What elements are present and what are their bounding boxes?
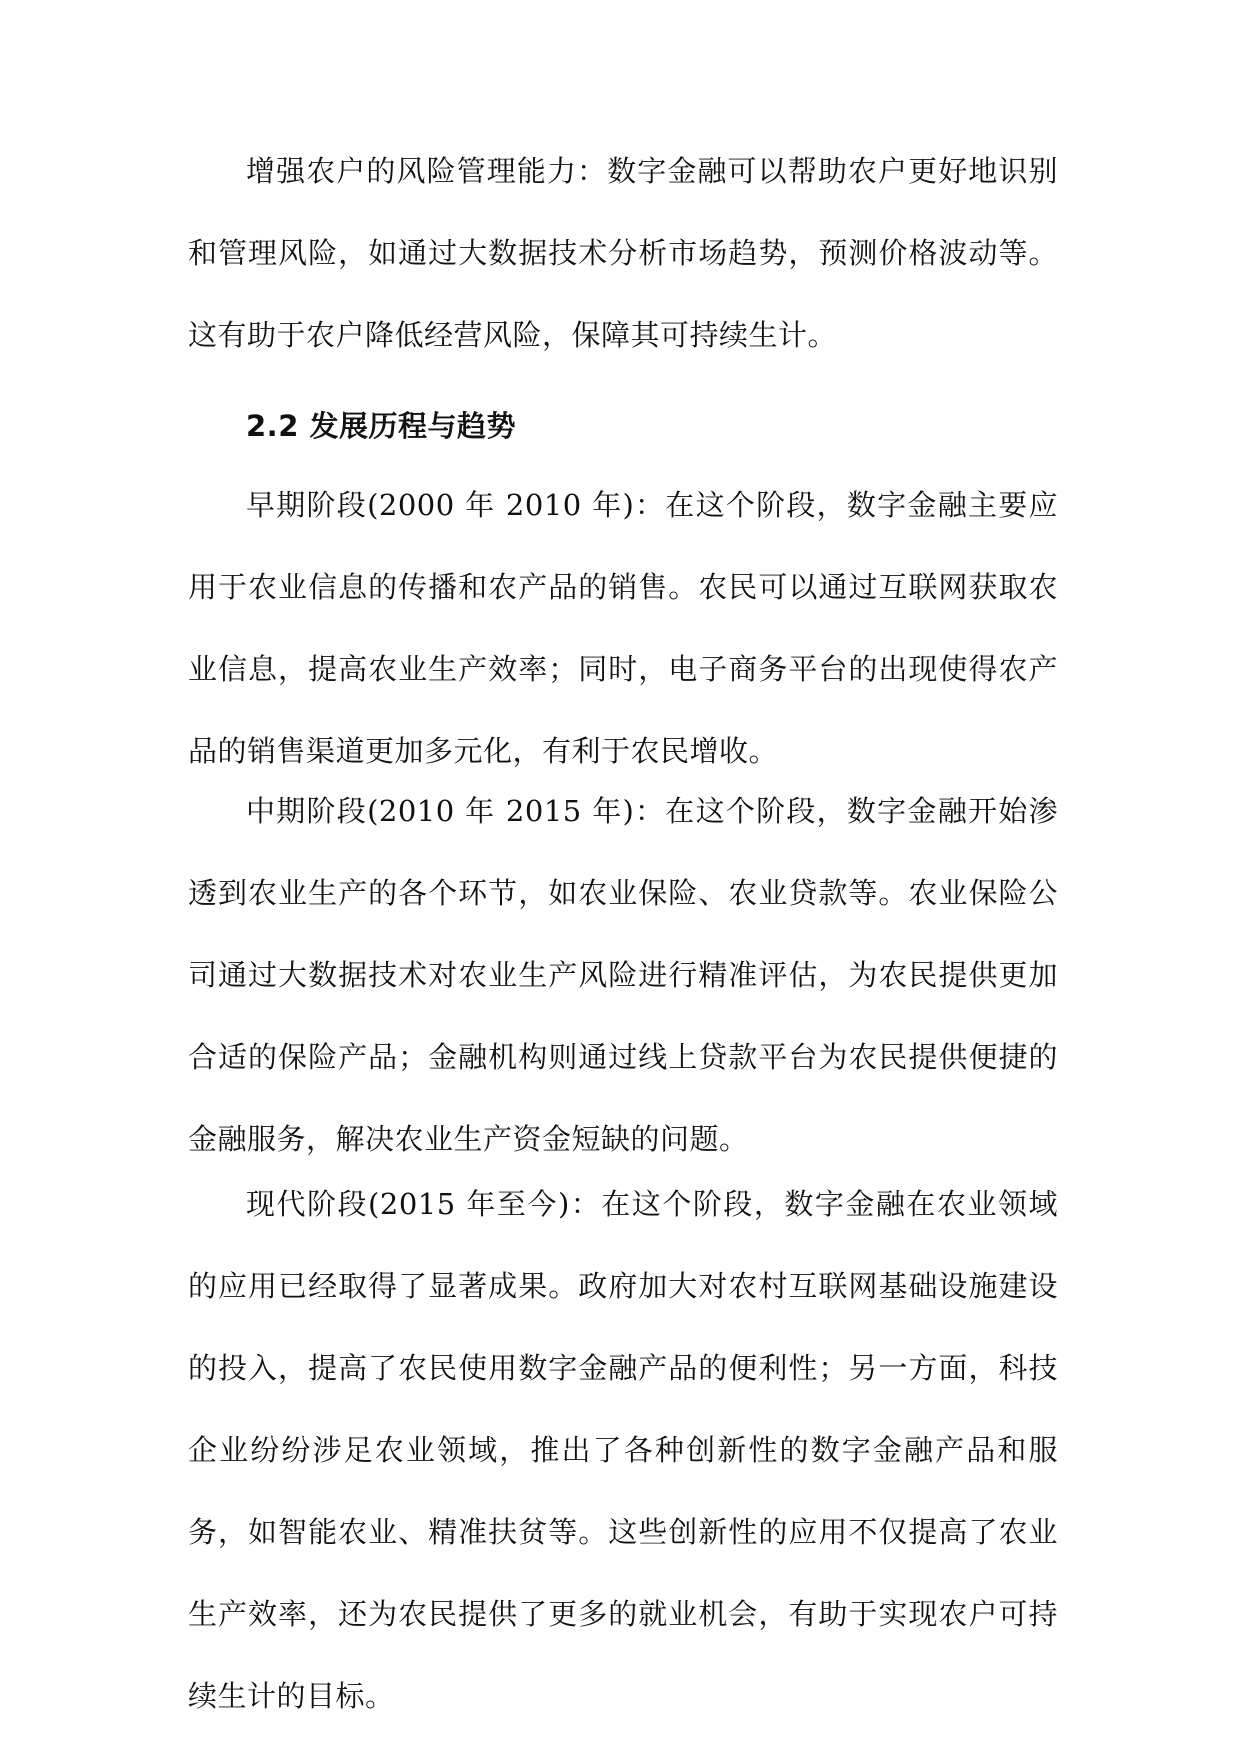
paragraph-middle-stage: 中期阶段(2010 年 2015 年)：在这个阶段，数字金融开始渗透到农业生产的各个环节，如农业保险、农业贷款等。农业保险公司通过大数据技术对农业生产风险进行精准评估，为农民提供更加合适的保险产品；金融机构则通过线上贷款平台为农民提供便捷的金融服务，解决农业生产资金短缺的问题。 — [188, 794, 1058, 1156]
section-heading: 2.2 发展历程与趋势 — [246, 409, 516, 443]
paragraph-risk-management: 增强农户的风险管理能力：数字金融可以帮助农户更好地识别和管理风险，如通过大数据技术分析市场趋势，预测价格波动等。这有助于农户降低经营风险，保障其可持续生计。 — [188, 154, 1058, 352]
paragraph-early-stage: 早期阶段(2000 年 2010 年)：在这个阶段，数字金融主要应用于农业信息的传播和农产品的销售。农民可以通过互联网获取农业信息，提高农业生产效率；同时，电子商务平台的出现使得农产品的销售渠道更加多元化，有利于农民增收。 — [188, 488, 1058, 768]
paragraph-modern-stage: 现代阶段(2015 年至今)：在这个阶段，数字金融在农业领域的应用已经取得了显著成果。政府加大对农村互联网基础设施建设的投入，提高了农民使用数字金融产品的便利性；另一方面，科技企业纷纷涉足农业领域，推出了各种创新性的数字金融产品和服务，如智能农业、精准扶贫等。这些创新性的应用不仅提高了农业生产效率，还为农民提供了更多的就业机会，有助于实现农户可持续生计的目标。 — [188, 1187, 1058, 1713]
